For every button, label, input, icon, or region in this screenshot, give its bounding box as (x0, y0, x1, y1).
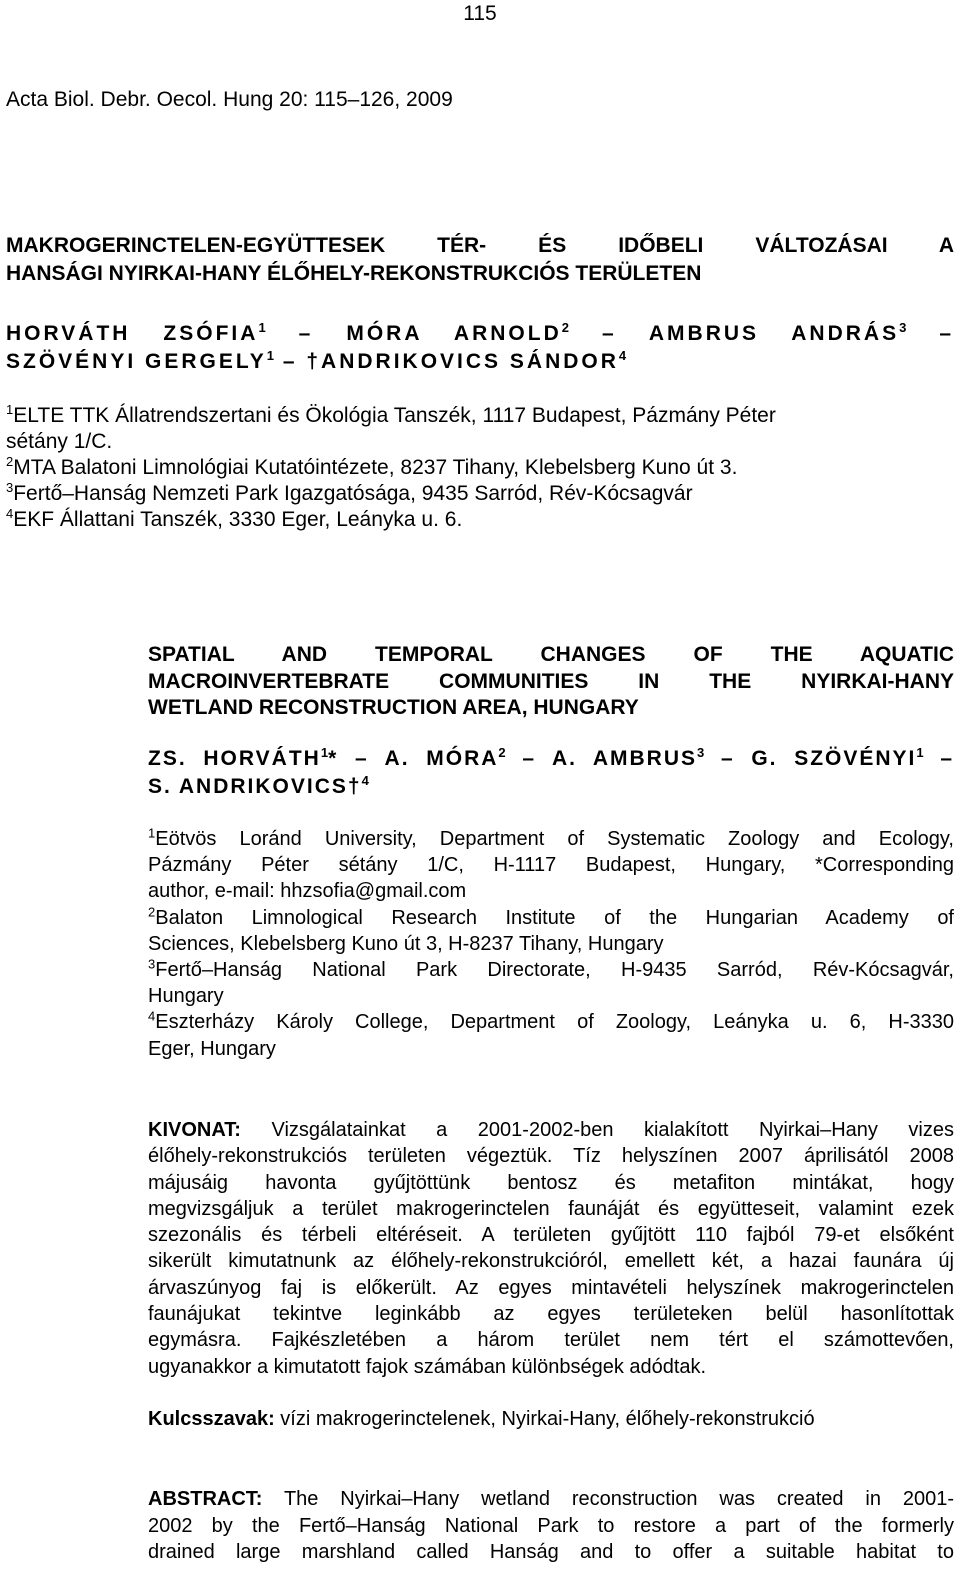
english-authors-line (148, 745, 954, 773)
page-number: 115 (463, 2, 497, 25)
keywords-text: vízi makrogerinctelenek, Nyirkai-Hany, élőhely-rekonstrukció (274, 1408, 815, 1430)
kivonat-line: megvizsgáljuk a terület makrogerinctelen faunáját és együtteseit, valamint ezek (148, 1197, 954, 1220)
kivonat-line: sikerült kimutatnunk az élőhely-rekonstrukcióról, emellett két, a hazai faunára új (148, 1250, 954, 1273)
affiliation-text: Eszterházy Károly College, Department of Zoology, Leányka u. 6, H-3330 (155, 1011, 954, 1034)
author-separator: – (720, 747, 752, 770)
author-affiliation-mark: 2 (561, 320, 569, 335)
english-affiliations (148, 826, 954, 1062)
affiliation-line (6, 507, 954, 533)
kivonat-line: egymásra. Fajkészletében a három terület nem tért el számottevően, (148, 1329, 954, 1352)
affiliation-line: Hungary (148, 985, 224, 1008)
kivonat-text: Vizsgálatainkat a 2001-2002-ben kialakított Nyirkai–Hany vizes (240, 1119, 954, 1141)
author-name: S. ANDRIKOVICS† (148, 775, 362, 798)
kivonat-label: KIVONAT: (148, 1119, 241, 1141)
affiliation-mark: 1 (6, 402, 14, 417)
hungarian-authors-line (6, 320, 954, 348)
hungarian-authors (6, 320, 954, 376)
english-authors-line (148, 773, 954, 801)
english-authors (148, 745, 954, 801)
journal-reference: Acta Biol. Debr. Oecol. Hung 20: 115–126, 2009 (6, 88, 453, 111)
affiliation-text: Eötvös Loránd University, Department of Systematic Zoology and Ecology, (155, 828, 954, 850)
author-name: MÓRA ARNOLD (346, 322, 562, 345)
affiliation-text: ELTE TTK Állatrendszertani és Ökológia Tanszék, 1117 Budapest, Pázmány Péter (13, 404, 776, 427)
abstract-line: 2002 by the Fertő–Hanság National Park to restore a part of the formerly (148, 1514, 954, 1537)
kivonat-line (148, 1117, 954, 1143)
kivonat-line: májusáig havonta gyűjtöttünk bentosz és metafiton mintákat, hogy (148, 1171, 954, 1194)
affiliation-mark: 1 (148, 825, 156, 841)
affiliation-line: Sciences, Klebelsberg Kuno út 3, H-8237 Tihany, Hungary (148, 932, 664, 955)
affiliation-line (6, 403, 954, 429)
keywords-line (148, 1406, 954, 1432)
affiliation-mark: 2 (148, 903, 156, 919)
author-separator: – (274, 350, 307, 373)
kivonat-section (148, 1117, 954, 1380)
author-separator: – (939, 322, 955, 345)
author-name: AMBRUS ANDRÁS (648, 322, 900, 345)
author-affiliation-mark: 3 (899, 320, 907, 335)
author-name: SZÖVÉNYI GERGELY (6, 350, 267, 373)
affiliation-mark: 2 (6, 454, 14, 469)
abstract-label: ABSTRACT: (148, 1488, 263, 1510)
affiliation-mark: 3 (148, 956, 156, 972)
hungarian-title (6, 232, 954, 288)
affiliation-line (148, 1009, 954, 1035)
author-name: †ANDRIKOVICS SÁNDOR (306, 350, 619, 373)
affiliation-text: Fertő–Hanság Nemzeti Park Igazgatósága, 9435 Sarród, Rév-Kócsagvár (13, 482, 693, 505)
affiliation-text: EKF Állattani Tanszék, 3330 Eger, Leányka u. 6. (13, 508, 463, 531)
affiliation-line: Eger, Hungary (148, 1037, 276, 1060)
kivonat-line: szezonális és térbeli eltéréseit. A területen gyűjtött 110 fajból 79-et elsőként (148, 1224, 954, 1247)
author-name: G. SZÖVÉNYI (751, 747, 917, 770)
affiliation-mark: 4 (6, 506, 14, 521)
affiliation-line: author, e-mail: hhzsofia@gmail.com (148, 880, 467, 903)
abstract-text: The Nyirkai–Hany wetland reconstruction was created in 2001- (262, 1488, 954, 1510)
kivonat-line: faunájukat tekintve leginkább az egyes területeken belül hasonlítottak (148, 1303, 954, 1326)
hungarian-affiliations (6, 403, 954, 533)
author-affiliation-mark: 1 (266, 348, 275, 363)
english-title (148, 642, 954, 722)
kivonat-line: árvaszúnyog faj is előkerült. Az egyes mintavételi helyszínek makrogerinctelen (148, 1276, 954, 1299)
english-title-line: WETLAND RECONSTRUCTION AREA, HUNGARY (148, 696, 639, 719)
affiliation-line: Pázmány Péter sétány 1/C, H-1117 Budapest, Hungary, *Corresponding (148, 854, 954, 877)
hungarian-title-line: MAKROGERINCTELEN-EGYÜTTESEK TÉR- ÉS IDŐBELI VÁLTOZÁSAI A (6, 234, 954, 257)
affiliation-line (148, 957, 954, 983)
affiliation-text: Fertő–Hanság National Park Directorate, H-9435 Sarród, Rév-Kócsagvár, (155, 959, 954, 982)
affiliation-line (6, 481, 954, 507)
author-affiliation-mark: 4 (618, 348, 627, 363)
keywords-label: Kulcsszavak: (148, 1408, 275, 1430)
author-separator: – (940, 747, 955, 770)
author-affiliation-mark: 1 (258, 320, 266, 335)
author-separator: – (354, 747, 385, 770)
english-title-line: MACROINVERTEBRATE COMMUNITIES IN THE NYIRKAI-HANY (148, 669, 954, 693)
affiliation-line (148, 905, 954, 931)
kivonat-line: élőhely-rekonstrukciós területen végeztük. Tíz helyszínen 2007 áprilisától 2008 (148, 1145, 954, 1168)
author-separator: – (522, 747, 552, 770)
keywords-section (148, 1406, 954, 1432)
author-separator: – (298, 322, 347, 345)
hungarian-authors-line (6, 348, 954, 376)
hungarian-title-line: HANSÁGI NYIRKAI-HANY ÉLŐHELY-REKONSTRUKCIÓS TERÜLETEN (6, 262, 702, 285)
corresponding-author-mark: * (328, 747, 339, 770)
author-affiliation-mark: 1 (916, 745, 924, 760)
english-title-line: SPATIAL AND TEMPORAL CHANGES OF THE AQUATIC (148, 643, 954, 666)
author-separator: – (602, 322, 649, 345)
abstract-line: drained large marshland called Hanság and to offer a suitable habitat to (148, 1541, 954, 1563)
affiliation-text: MTA Balatoni Limnológiai Kutatóintézete, 8237 Tihany, Klebelsberg Kuno út 3. (13, 456, 738, 479)
affiliation-mark: 3 (6, 480, 14, 495)
author-affiliation-mark: 4 (361, 773, 369, 788)
affiliation-line (6, 455, 954, 481)
abstract-line (148, 1486, 954, 1513)
affiliation-line: sétány 1/C. (6, 430, 113, 453)
author-name: A. AMBRUS (551, 747, 698, 770)
author-affiliation-mark: 2 (498, 745, 506, 760)
kivonat-line: ugyanakkor a kimutatott fajok számában különbségek adódtak. (148, 1355, 707, 1378)
author-name: ZS. HORVÁTH (148, 747, 321, 770)
affiliation-mark: 4 (148, 1008, 156, 1024)
affiliation-line (148, 826, 954, 852)
author-affiliation-mark: 3 (697, 745, 705, 760)
affiliation-text: Balaton Limnological Research Institute of the Hungarian Academy of (155, 906, 954, 929)
abstract-section (148, 1486, 954, 1566)
author-name: A. MÓRA (384, 747, 499, 770)
author-name: HORVÁTH ZSÓFIA (6, 322, 259, 345)
author-affiliation-mark: 1 (320, 745, 329, 760)
